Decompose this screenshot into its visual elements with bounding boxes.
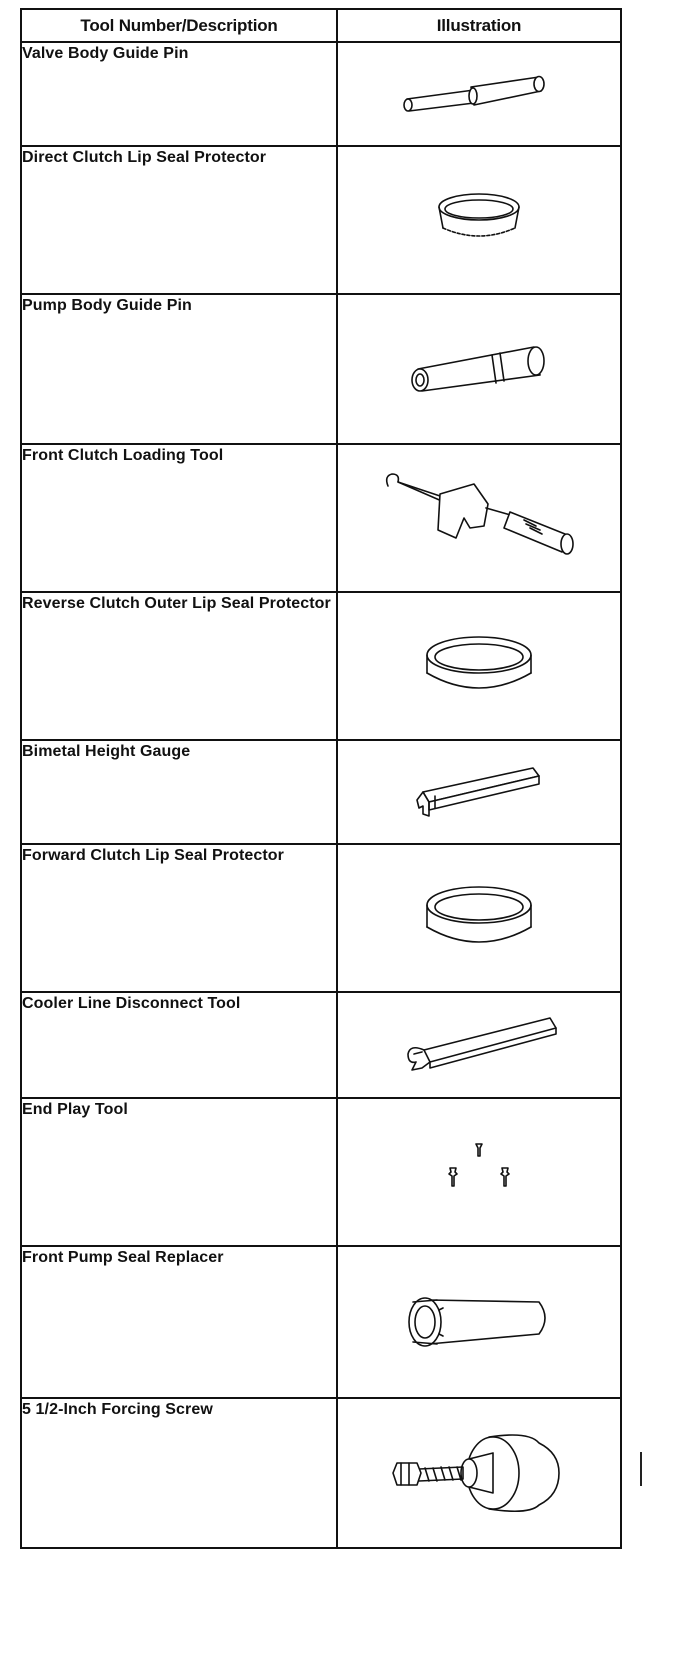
tool-description: 5 1/2-Inch Forcing Screw [21,1398,337,1548]
pump-guide-pin-icon [404,339,554,399]
table-row [21,1398,621,1548]
table-row [21,592,621,740]
tool-description: Forward Clutch Lip Seal Protector [21,844,337,992]
header-description: Tool Number/Description [21,9,337,42]
tool-illustration [337,844,621,992]
disconnect-tool-icon [394,1010,564,1080]
tool-illustration [337,294,621,444]
table-row [21,740,621,844]
tool-illustration [337,592,621,740]
margin-mark [640,1452,642,1486]
guide-pin-icon [399,69,559,119]
tool-table [20,8,622,1549]
forcing-screw-icon [389,1423,569,1523]
tool-illustration [337,42,621,146]
tool-description: Direct Clutch Lip Seal Protector [21,146,337,294]
tool-illustration [337,992,621,1098]
tool-description: Front Pump Seal Replacer [21,1246,337,1398]
seal-ring-icon [419,883,539,953]
table-row [21,1098,621,1246]
end-play-pins-icon [434,1142,524,1202]
tool-illustration [337,444,621,592]
tool-illustration [337,146,621,294]
tool-description: Pump Body Guide Pin [21,294,337,444]
tool-illustration [337,1246,621,1398]
table-row [21,146,621,294]
header-illustration: Illustration [337,9,621,42]
table-row [21,42,621,146]
tool-description: Cooler Line Disconnect Tool [21,992,337,1098]
table-row [21,444,621,592]
table-header-row [21,9,621,42]
tool-description: End Play Tool [21,1098,337,1246]
table-row [21,844,621,992]
table-row [21,1246,621,1398]
tool-description: Front Clutch Loading Tool [21,444,337,592]
tool-description: Bimetal Height Gauge [21,740,337,844]
table-row [21,992,621,1098]
seal-protector-icon [429,190,529,250]
tool-illustration [337,1098,621,1246]
seal-ring-icon [419,631,539,701]
tool-description: Reverse Clutch Outer Lip Seal Protector [21,592,337,740]
tool-illustration [337,1398,621,1548]
height-gauge-icon [409,762,549,822]
loading-tool-icon [374,468,584,568]
tool-description: Valve Body Guide Pin [21,42,337,146]
seal-replacer-icon [399,1282,559,1362]
tool-illustration [337,740,621,844]
table-row [21,294,621,444]
